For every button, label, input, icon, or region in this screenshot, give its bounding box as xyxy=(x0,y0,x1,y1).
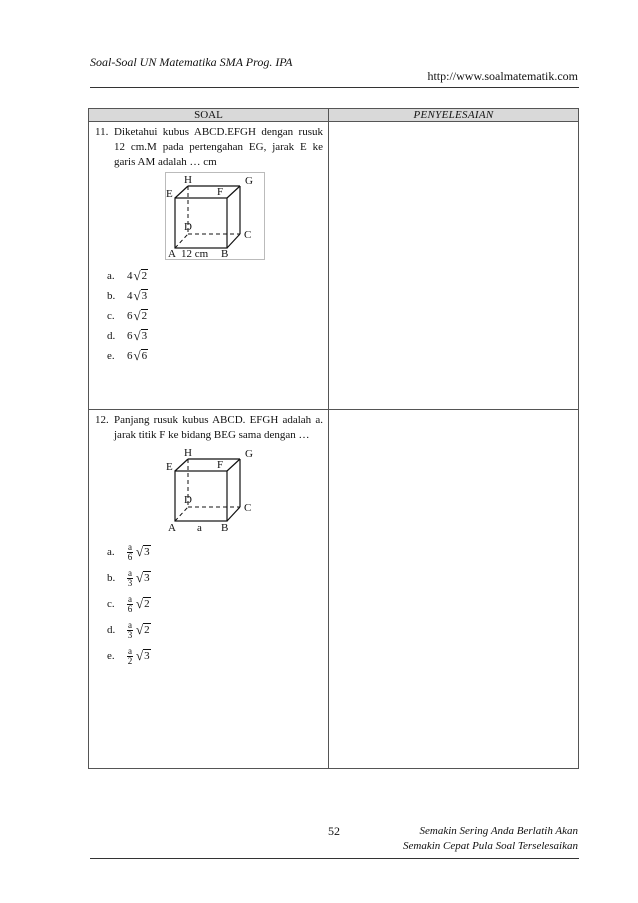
option-fraction: $\frac{a}{3}$ xyxy=(127,567,133,588)
sqrt-symbol: √ xyxy=(136,596,144,611)
vertex-label-d: D xyxy=(184,221,192,233)
option-letter: c. xyxy=(107,597,115,610)
option-letter: d. xyxy=(107,329,116,342)
option-radicand: 3 xyxy=(144,546,150,558)
footer-motto-line-1: Semakin Sering Anda Berlatih Akan xyxy=(419,825,578,837)
sqrt-symbol: √ xyxy=(133,328,141,343)
sqrt-symbol: √ xyxy=(136,544,144,559)
answer-option[interactable] xyxy=(107,539,323,565)
question-text: Panjang rusuk kubus ABCD. EFGH adalah a. jarak titik F ke bidang BEG sama dengan … xyxy=(114,414,323,441)
cube-figure-11 xyxy=(165,172,265,260)
footer-divider xyxy=(90,858,579,859)
cube-figure-12 xyxy=(165,445,265,533)
column-header-penyelesaian: PENYELESAIAN xyxy=(329,109,579,122)
vertex-label-a: A xyxy=(168,522,176,533)
question-number: 12. xyxy=(95,414,109,426)
sqrt-symbol: √ xyxy=(136,570,144,585)
sqrt-symbol: √ xyxy=(133,348,141,363)
option-letter: d. xyxy=(107,623,116,636)
option-letter: e. xyxy=(107,649,115,662)
vertex-label-a: A xyxy=(168,248,176,260)
vertex-label-b: B xyxy=(221,522,229,533)
option-letter: a. xyxy=(107,269,115,282)
question-cell-11 xyxy=(89,122,329,410)
vertex-label-d: D xyxy=(184,494,192,506)
footer-motto xyxy=(403,824,578,854)
question-text: Diketahui kubus ABCD.EFGH dengan rusuk 12 cm.M pada pertengahan EG, jarak E ke garis AM adalah … cm xyxy=(114,126,323,168)
answer-option[interactable] xyxy=(107,286,323,306)
option-letter: e. xyxy=(107,349,115,362)
solution-cell-11[interactable] xyxy=(329,122,579,410)
sqrt-symbol: √ xyxy=(136,622,144,637)
option-coefficient: 4 xyxy=(127,269,133,282)
table-header-row xyxy=(89,109,579,122)
option-letter: c. xyxy=(107,309,115,322)
option-letter: b. xyxy=(107,571,116,584)
sqrt-symbol: √ xyxy=(133,288,141,303)
question-row-11 xyxy=(89,122,579,410)
sqrt-symbol: √ xyxy=(136,648,144,663)
answer-option[interactable] xyxy=(107,326,323,346)
option-radicand: 3 xyxy=(141,290,148,302)
vertex-label-c: C xyxy=(244,502,252,514)
option-radicand: 3 xyxy=(144,572,150,584)
question-cell-12 xyxy=(89,410,329,769)
option-radicand: 6 xyxy=(141,350,148,362)
option-fraction: $\frac{a}{6}$ xyxy=(127,541,133,562)
option-fraction: $\frac{a}{6}$ xyxy=(127,593,133,614)
option-fraction: $\frac{a}{2}$ xyxy=(127,645,133,666)
option-fraction: $\frac{a}{3}$ xyxy=(127,619,133,640)
footer-motto-line-2: Semakin Cepat Pula Soal Terselesaikan xyxy=(403,840,578,852)
option-radicand: 2 xyxy=(141,310,148,322)
option-radicand: 3 xyxy=(141,330,148,342)
question-table xyxy=(88,108,579,769)
answer-option[interactable] xyxy=(107,266,323,286)
option-coefficient: 6 xyxy=(127,349,133,362)
header-title: Soal-Soal UN Matematika SMA Prog. IPA xyxy=(90,55,293,69)
option-coefficient: 6 xyxy=(127,309,133,322)
header-divider xyxy=(90,87,579,88)
option-radicand: 3 xyxy=(144,650,150,662)
solution-cell-12[interactable] xyxy=(329,410,579,769)
option-coefficient: 6 xyxy=(127,329,133,342)
vertex-label-e: E xyxy=(166,461,173,473)
question-row-12 xyxy=(89,410,579,769)
answer-option[interactable] xyxy=(107,643,323,669)
edge-length-label: a xyxy=(197,522,202,533)
sqrt-symbol: √ xyxy=(133,308,141,323)
answer-option[interactable] xyxy=(107,565,323,591)
vertex-label-b: B xyxy=(221,248,229,260)
vertex-label-h: H xyxy=(184,174,192,186)
option-radicand: 2 xyxy=(144,624,150,636)
option-letter: a. xyxy=(107,545,115,558)
option-radicand: 2 xyxy=(141,270,148,282)
answer-option[interactable] xyxy=(107,346,323,366)
vertex-label-f: F xyxy=(217,186,224,198)
option-letter: b. xyxy=(107,289,116,302)
header-url[interactable]: http://www.soalmatematik.com xyxy=(427,69,578,83)
answer-options-11 xyxy=(95,266,323,366)
column-header-soal: SOAL xyxy=(89,109,329,122)
vertex-label-f: F xyxy=(217,459,224,471)
vertex-label-e: E xyxy=(166,188,173,200)
answer-option[interactable] xyxy=(107,591,323,617)
option-radicand: 2 xyxy=(144,598,150,610)
edge-length-label: 12 cm xyxy=(181,248,209,260)
answer-options-12 xyxy=(95,539,323,669)
answer-option[interactable] xyxy=(107,306,323,326)
vertex-label-c: C xyxy=(244,229,252,241)
question-number: 11. xyxy=(95,126,109,138)
vertex-label-h: H xyxy=(184,447,192,459)
answer-option[interactable] xyxy=(107,617,323,643)
vertex-label-g: G xyxy=(245,448,253,460)
sqrt-symbol: √ xyxy=(133,268,141,283)
option-coefficient: 4 xyxy=(127,289,133,302)
vertex-label-g: G xyxy=(245,175,253,187)
page-number: 52 xyxy=(328,824,340,838)
